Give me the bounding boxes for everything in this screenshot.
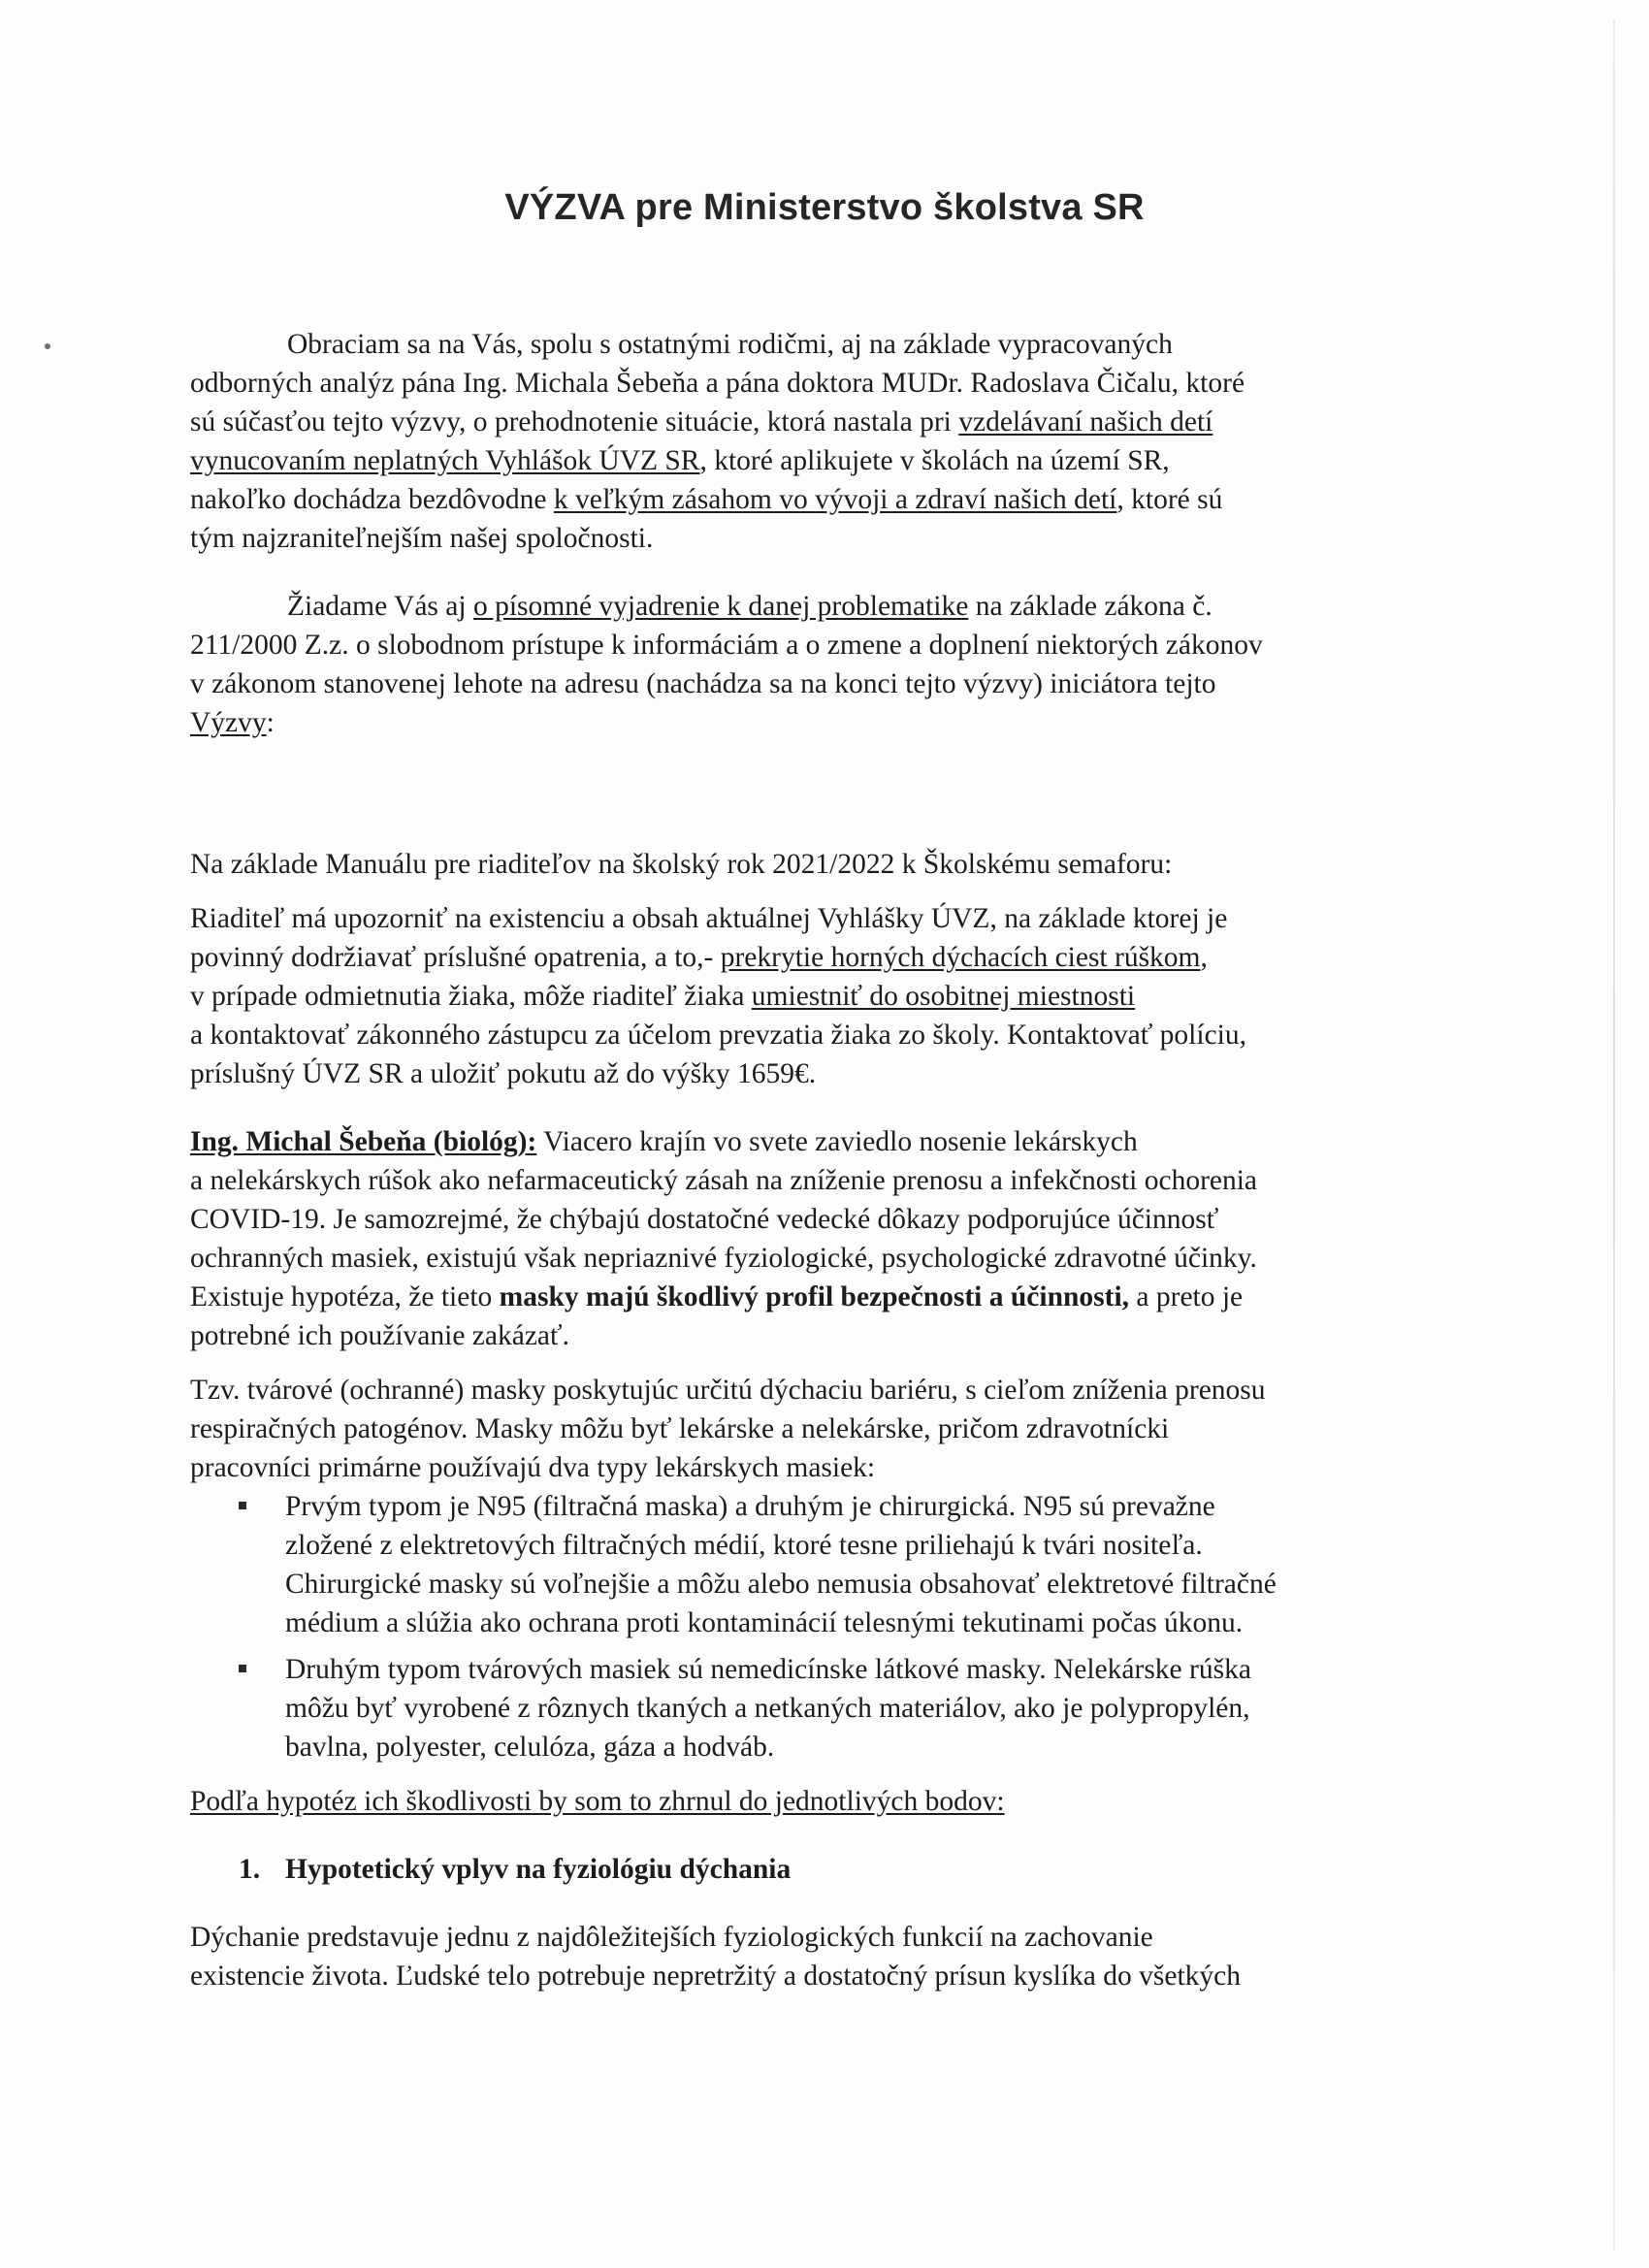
- text-span: Žiadame Vás aj: [287, 591, 473, 622]
- text-line: COVID-19. Je samozrejmé, že chýbajú dostatočné vedecké dôkazy podporujúce účinnosť: [190, 1204, 1219, 1235]
- text-line: Tzv. tvárové (ochranné) masky poskytujúc určitú dýchaciu bariéru, s cieľom zníženia prenosu: [190, 1375, 1266, 1406]
- paragraph-masks: [190, 1371, 1412, 1487]
- text-line: príslušný ÚVZ SR a uložiť pokutu až do výšky 1659€.: [190, 1058, 817, 1089]
- underlined-text: vzdelávaní našich detí: [958, 406, 1213, 437]
- paragraph-request: [190, 587, 1412, 742]
- text-line: Druhým typom tvárových masiek sú nemedicínske látkové masky. Nelekárske rúška: [285, 1654, 1251, 1685]
- section-heading: [190, 1850, 1412, 1889]
- text-line: [190, 441, 1412, 480]
- underlined-text: Výzvy: [190, 707, 267, 738]
- list-item: [190, 1487, 1412, 1642]
- section-title: Hypotetický vplyv na fyziológiu dýchania: [285, 1854, 792, 1885]
- text-line: v zákonom stanovenej lehote na adresu (nachádza sa na konci tejto výzvy) iniciátora tejto: [190, 668, 1216, 699]
- scan-edge-line: [1613, 19, 1615, 2251]
- text-span: sú súčasťou tejto výzvy, o prehodnotenie situácie, ktorá nastala pri: [190, 406, 959, 437]
- text-line: [190, 480, 1412, 519]
- author-name: Ing. Michal Šebeňa (biológ):: [190, 1126, 537, 1157]
- list-item: [190, 1650, 1412, 1766]
- document-title: VÝZVA pre Ministerstvo školstva SR: [504, 187, 1145, 228]
- text-line: 211/2000 Z.z. o slobodnom prístupe k informáciám a o zmene a doplnení niektorých zákonov: [190, 630, 1263, 661]
- section-number: 1.: [239, 1854, 261, 1885]
- text-line: potrebné ich používanie zakázať.: [190, 1320, 569, 1351]
- text-line: a nelekárskych rúšok ako nefarmaceutický zásah na zníženie prenosu a infekčnosti ochorenia: [190, 1165, 1258, 1196]
- text-line: Chirurgické masky sú voľnejšie a môžu alebo nemusia obsahovať elektretové filtračné: [285, 1569, 1277, 1600]
- text-line: môžu byť vyrobené z rôznych tkaných a netkaných materiálov, ako je polypropylén,: [285, 1693, 1250, 1724]
- text-span: ,: [1200, 942, 1208, 973]
- text-line: respiračných patogénov. Masky môžu byť lekárske a nelekárske, pričom zdravotnícki: [190, 1413, 1170, 1444]
- text-span: a preto je: [1129, 1281, 1244, 1312]
- text-line: Obraciam sa na Vás, spolu s ostatnými rodičmi, aj na základe vypracovaných: [287, 329, 1173, 360]
- bullet-square-icon: [239, 1502, 246, 1509]
- underlined-text: k veľkým zásahom vo vývoji a zdraví našich detí: [553, 484, 1117, 515]
- text-line: zložené z elektretových filtračných médií, ktoré tesne priliehajú k tvári nositeľa.: [285, 1530, 1203, 1561]
- underlined-text: prekrytie horných dýchacích ciest rúškom: [720, 942, 1201, 973]
- underlined-text: umiestniť do osobitnej miestnosti: [751, 981, 1136, 1012]
- bold-text: masky majú škodlivý profil bezpečnosti a účinnosti,: [499, 1281, 1130, 1312]
- text-line: bavlna, polyester, celulóza, gáza a hodváb.: [285, 1732, 775, 1763]
- paragraph-manual: [190, 845, 1412, 1093]
- text-span: povinný dodržiavať príslušné opatrenia, a to,-: [190, 942, 721, 973]
- text-span: , ktoré sú: [1116, 484, 1223, 515]
- text-line: ochranných masiek, existujú však nepriaznivé fyziologické, psychologické zdravotné účinky.: [190, 1243, 1257, 1274]
- text-span: :: [266, 707, 275, 738]
- text-line: [190, 977, 1412, 1016]
- document-body: [190, 325, 1412, 1995]
- text-span: Viacero krajín vo svete zaviedlo nosenie lekárskych: [536, 1126, 1138, 1157]
- text-line: [190, 938, 1412, 977]
- text-line: médium a slúžia ako ochrana proti kontaminácií telesnými tekutinami počas úkonu.: [285, 1607, 1244, 1638]
- text-line: Prvým typom je N95 (filtračná maska) a druhým je chirurgická. N95 sú prevažne: [285, 1491, 1215, 1522]
- text-line: Riaditeľ má upozorniť na existenciu a obsah aktuálnej Vyhlášky ÚVZ, na základe ktorej je: [190, 903, 1228, 934]
- bullet-square-icon: [239, 1665, 246, 1672]
- text-line: Dýchanie predstavuje jednu z najdôležitejších fyziologických funkcií na zachovanie: [190, 1922, 1153, 1953]
- mask-types-list: [190, 1487, 1412, 1766]
- text-line: pracovníci primárne používajú dva typy lekárskych masiek:: [190, 1452, 876, 1483]
- paragraph-biologist: [190, 1122, 1412, 1355]
- text-line: tým najzraniteľnejším našej spoločnosti.: [190, 523, 654, 554]
- text-line: [190, 1278, 1412, 1316]
- text-line: [190, 703, 1412, 742]
- paragraph-appeal: [190, 325, 1412, 558]
- underlined-text: vynucovaním neplatných Vyhlášok ÚVZ SR: [190, 445, 700, 476]
- text-line: [190, 403, 1412, 441]
- text-line: existencie života. Ľudské telo potrebuje nepretržitý a dostatočný prísun kyslíka do všetkých: [190, 1960, 1242, 1992]
- text-span: nakoľko dochádza bezdôvodne: [190, 484, 554, 515]
- summary-heading: Podľa hypotéz ich škodlivosti by som to zhrnul do jednotlivých bodov:: [190, 1786, 1005, 1817]
- text-span: v prípade odmietnutia žiaka, môže riaditeľ žiaka: [190, 981, 752, 1012]
- text-span: , ktoré aplikujete v školách na území SR,: [699, 445, 1170, 476]
- text-span: na základe zákona č.: [968, 591, 1212, 622]
- text-line: [190, 587, 1412, 626]
- underlined-text: o písomné vyjadrenie k danej problematike: [472, 591, 969, 622]
- text-span: Existuje hypotéza, že tieto: [190, 1281, 500, 1312]
- text-line: Na základe Manuálu pre riaditeľov na školský rok 2021/2022 k Školskému semaforu:: [190, 849, 1173, 880]
- text-line: odborných analýz pána Ing. Michala Šebeňa a pána doktora MUDr. Radoslava Čičalu, ktoré: [190, 368, 1245, 399]
- text-line: [190, 1122, 1412, 1161]
- scan-speck: [45, 343, 50, 349]
- paragraph-breathing: [190, 1918, 1412, 1995]
- text-line: a kontaktovať zákonného zástupcu za účelom prevzatia žiaka zo školy. Kontaktovať políciu,: [190, 1020, 1246, 1051]
